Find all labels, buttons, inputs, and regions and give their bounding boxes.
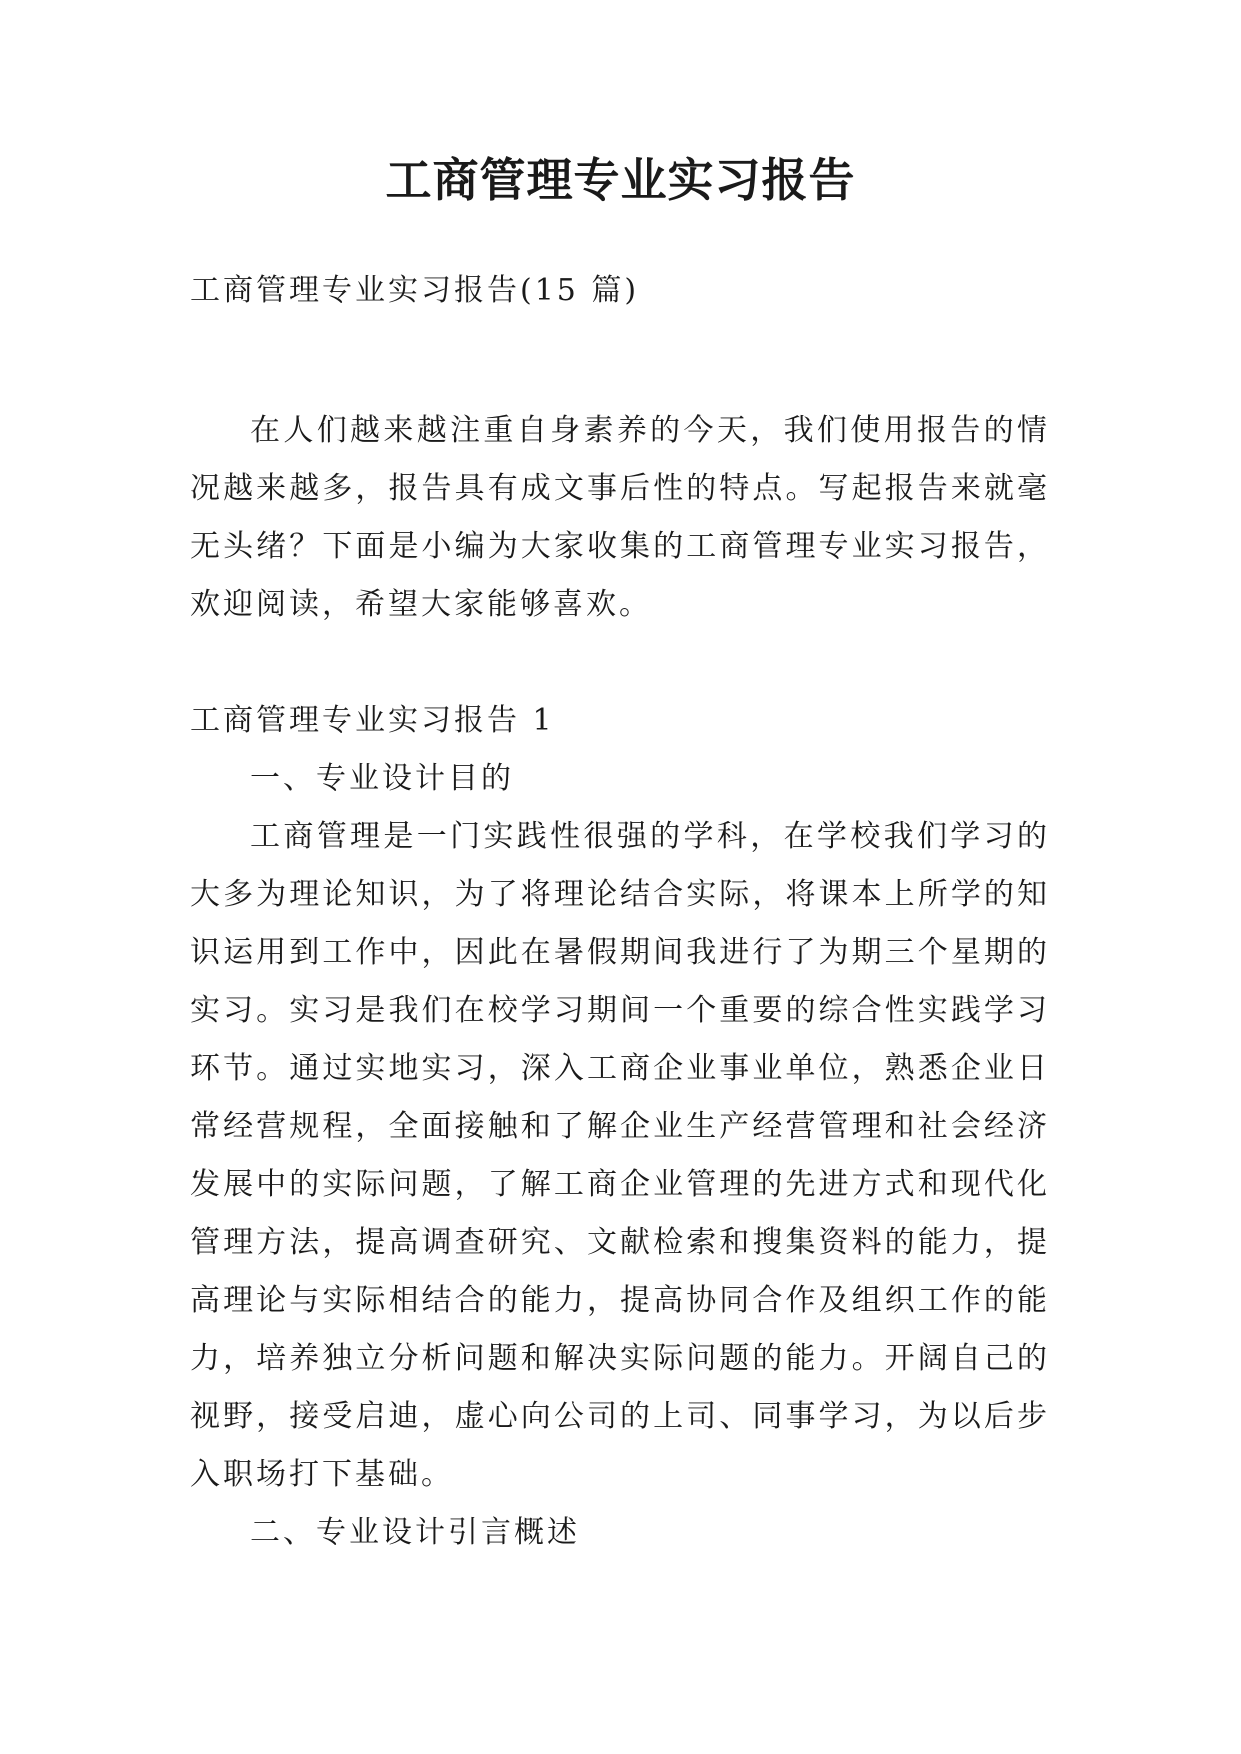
section-heading-1: 一、专业设计目的 bbox=[250, 761, 514, 796]
document-title: 工商管理专业实习报告 bbox=[385, 153, 856, 207]
intro-paragraph: 在人们越来越注重自身素养的今天，我们使用报告的情况越来越多，报告具有成文事后性的特点。写起报告来就毫无头绪？下面是小编为大家收集的工商管理专业实习报告，欢迎阅读，希望大家能够喜欢。 bbox=[190, 413, 1050, 622]
document-subtitle: 工商管理专业实习报告(15 篇) bbox=[190, 273, 640, 308]
section-body-1: 工商管理是一门实践性很强的学科，在学校我们学习的大多为理论知识，为了将理论结合实际，将课本上所学的知识运用到工作中，因此在暑假期间我进行了为期三个星期的实习。实习是我们在校学习期间一个重要的综合性实践学习环节。通过实地实习，深入工商企业事业单位，熟悉企业日常经营规程，全面接触和了解企业生产经营管理和社会经济发展中的实际问题，了解工商企业管理的先进方式和现代化管理方法，提高调查研究、文献检索和搜集资料的能力，提高理论与实际相结合的能力，提高协同合作及组织工作的能力，培养独立分析问题和解决实际问题的能力。开阔自己的视野，接受启迪，虚心向公司的上司、同事学习，为以后步入职场打下基础。 bbox=[190, 819, 1050, 1492]
section-heading-2: 二、专业设计引言概述 bbox=[250, 1515, 580, 1550]
article-1 bbox=[190, 692, 1050, 1562]
article-heading: 工商管理专业实习报告 1 bbox=[190, 703, 555, 738]
intro-section bbox=[190, 402, 1050, 634]
